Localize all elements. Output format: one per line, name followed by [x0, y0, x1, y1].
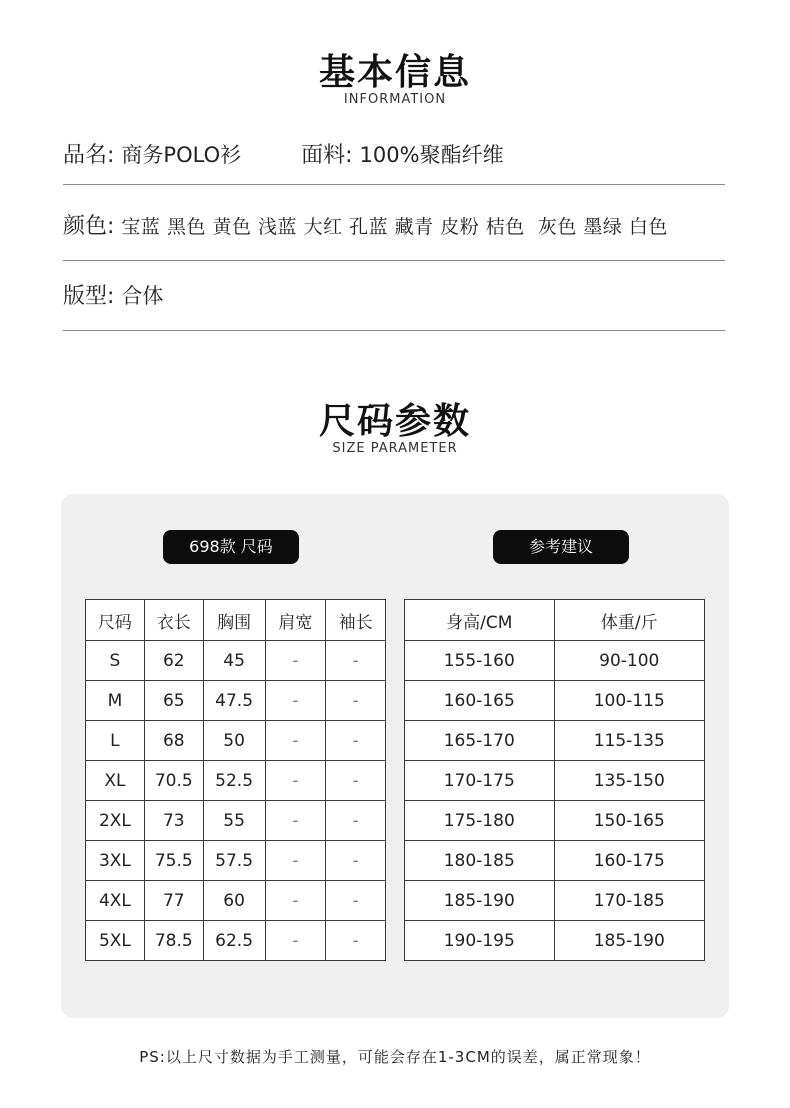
- size-cell: -: [265, 841, 326, 881]
- size-cell: 3XL: [86, 841, 145, 881]
- size-header-cell: 尺码: [86, 600, 145, 641]
- size-cell: -: [265, 721, 326, 761]
- basic-info-subtitle: INFORMATION: [343, 92, 447, 107]
- recommend-table-row: [405, 681, 705, 721]
- size-table-row: [86, 721, 386, 761]
- recommend-cell: 100-115: [554, 681, 704, 721]
- recommend-header-cell: 体重/斤: [554, 600, 704, 641]
- recommend-table-header: [405, 600, 705, 641]
- recommend-table-row: [405, 921, 705, 961]
- recommend-cell: 160-175: [554, 841, 704, 881]
- size-header-cell: 衣长: [144, 600, 203, 641]
- size-cell: 57.5: [203, 841, 265, 881]
- color-row: [63, 209, 725, 240]
- size-cell: -: [265, 801, 326, 841]
- recommend-table-row: [405, 761, 705, 801]
- fit-label: 版型:: [63, 284, 115, 309]
- recommend-table-row: [405, 721, 705, 761]
- basic-info-title: 基本信息: [318, 52, 471, 93]
- size-cell: 65: [144, 681, 203, 721]
- size-cell: -: [326, 881, 386, 921]
- size-cell: 45: [203, 641, 265, 681]
- fit-value: 合体: [121, 284, 164, 308]
- recommend-cell: 190-195: [405, 921, 555, 961]
- recommend-table: [404, 599, 705, 961]
- size-cell: 55: [203, 801, 265, 841]
- recommend-cell: 115-135: [554, 721, 704, 761]
- footnote: PS:以上尺寸数据为手工测量，可能会存在1-3CM的误差，属正常现象！: [139, 1048, 651, 1066]
- size-cell: -: [326, 721, 386, 761]
- recommend-cell: 185-190: [554, 921, 704, 961]
- size-cell: -: [265, 761, 326, 801]
- size-cell: 5XL: [86, 921, 145, 961]
- recommend-cell: 170-185: [554, 881, 704, 921]
- size-table: [85, 599, 386, 961]
- divider: [63, 184, 725, 185]
- size-cell: -: [326, 681, 386, 721]
- size-section-title: 尺码参数: [318, 401, 471, 442]
- recommend-header-cell: 身高/CM: [405, 600, 555, 641]
- size-cell: 68: [144, 721, 203, 761]
- recommend-cell: 155-160: [405, 641, 555, 681]
- recommend-cell: 170-175: [405, 761, 555, 801]
- recommend-table-row: [405, 881, 705, 921]
- size-cell: 47.5: [203, 681, 265, 721]
- recommend-title-badge: 参考建议: [493, 530, 629, 564]
- size-cell: -: [326, 641, 386, 681]
- recommend-cell: 150-165: [554, 801, 704, 841]
- size-table-row: [86, 801, 386, 841]
- recommend-cell: 90-100: [554, 641, 704, 681]
- size-cell: 75.5: [144, 841, 203, 881]
- recommend-cell: 175-180: [405, 801, 555, 841]
- size-cell: 78.5: [144, 921, 203, 961]
- size-header-cell: 袖长: [326, 600, 386, 641]
- fabric-label: 面料:: [301, 143, 353, 168]
- recommend-cell: 185-190: [405, 881, 555, 921]
- fabric-value: 100%聚酯纤维: [359, 143, 504, 167]
- product-name-value: 商务POLO衫: [121, 143, 242, 167]
- size-cell: 60: [203, 881, 265, 921]
- size-section-subtitle: SIZE PARAMETER: [332, 441, 458, 456]
- size-cell: -: [326, 761, 386, 801]
- size-table-row: [86, 641, 386, 681]
- size-cell: L: [86, 721, 145, 761]
- size-cell: 62: [144, 641, 203, 681]
- recommend-cell: 165-170: [405, 721, 555, 761]
- size-cell: XL: [86, 761, 145, 801]
- size-cell: -: [326, 801, 386, 841]
- recommend-cell: 160-165: [405, 681, 555, 721]
- size-cell: -: [265, 921, 326, 961]
- size-table-title-badge: 698款 尺码: [163, 530, 299, 564]
- recommend-table-row: [405, 641, 705, 681]
- size-cell: 70.5: [144, 761, 203, 801]
- color-value: 宝蓝 黑色 黄色 浅蓝 大红 孔蓝 藏青 皮粉 桔色 灰色 墨绿 白色: [121, 216, 668, 238]
- size-cell: S: [86, 641, 145, 681]
- size-table-row: [86, 881, 386, 921]
- size-cell: 4XL: [86, 881, 145, 921]
- fit-row: [63, 279, 725, 310]
- size-table-row: [86, 921, 386, 961]
- size-cell: -: [326, 841, 386, 881]
- recommend-table-row: [405, 841, 705, 881]
- size-table-row: [86, 681, 386, 721]
- size-table-row: [86, 841, 386, 881]
- divider: [63, 330, 725, 331]
- size-cell: 73: [144, 801, 203, 841]
- divider: [63, 260, 725, 261]
- size-cell: 77: [144, 881, 203, 921]
- recommend-cell: 135-150: [554, 761, 704, 801]
- size-header-cell: 肩宽: [265, 600, 326, 641]
- size-cell: -: [265, 881, 326, 921]
- size-cell: -: [265, 641, 326, 681]
- size-cell: -: [265, 681, 326, 721]
- size-table-row: [86, 761, 386, 801]
- size-cell: 62.5: [203, 921, 265, 961]
- size-cell: 52.5: [203, 761, 265, 801]
- size-cell: 2XL: [86, 801, 145, 841]
- size-table-header: [86, 600, 386, 641]
- product-name-label: 品名:: [63, 143, 115, 168]
- size-cell: -: [326, 921, 386, 961]
- size-cell: 50: [203, 721, 265, 761]
- size-header-cell: 胸围: [203, 600, 265, 641]
- product-name-row: [63, 138, 725, 169]
- color-label: 颜色:: [63, 214, 115, 239]
- recommend-table-row: [405, 801, 705, 841]
- recommend-cell: 180-185: [405, 841, 555, 881]
- size-cell: M: [86, 681, 145, 721]
